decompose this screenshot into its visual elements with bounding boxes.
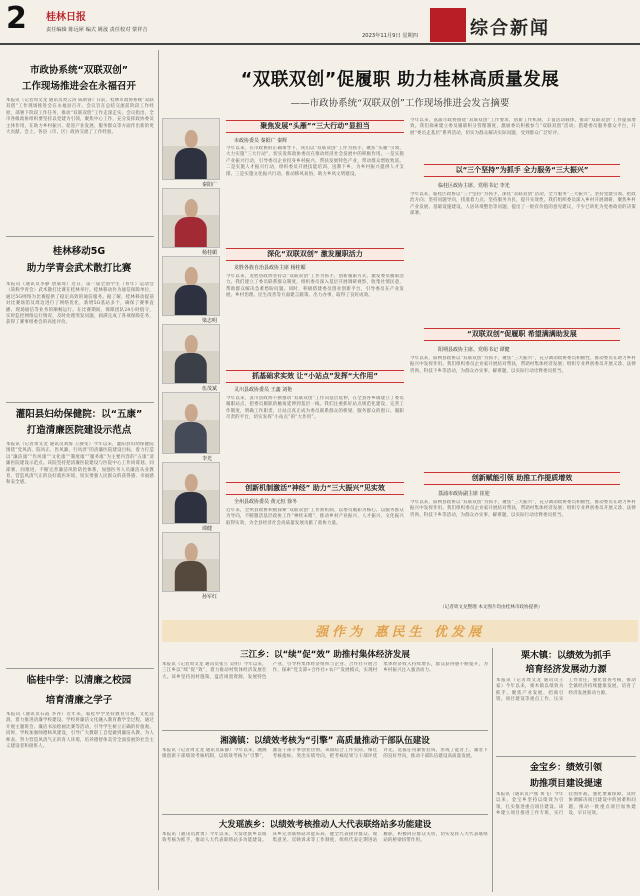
staff-line: 责任编辑 陈远犀 编式 姚晟 责任校对 蒙祥吉 xyxy=(46,27,148,33)
left-divider xyxy=(6,402,154,403)
left-divider xyxy=(6,668,154,669)
speech-4-body: 近年来，全州县政协积极探索“双联双创”工作新机制，以委员履职为核心，以服务群众为导向，不断激活基层政协工作“神经末梢”，推动乡村产业振兴、人才振兴、文化振兴取得实效，为全县经济社会高质量发展贡献了政协力量。 xyxy=(226,508,404,526)
section-box xyxy=(430,8,466,42)
speech-6-title: “双联双创”促履职 希望满满助发展 xyxy=(424,328,620,341)
speech-1-author: 市政协委员 秦阳广 秦辉 xyxy=(234,138,288,144)
bottom-article-3-body: 本报讯（通讯员唐勇）今年以来，大发瑶族乡以绩效考核为抓手，推动人大代表联络站多功能建设。该乡完善联络站功能布局，健全代表接待群众、收集意见、反映诉求等工作制度，组织代表定期进站履职，积极回应群众关切，切实发挥人大代表联络站的桥梁纽带作用。 xyxy=(162,832,488,844)
bottom-article-2-title: 湘漓镇：以绩效考核为“引擎” 高质量推动干部队伍建设 xyxy=(220,736,430,746)
portrait-caption: 梁志明 xyxy=(202,318,218,324)
left-article-2-body: 本报讯（通讯员李静 唐嘉琦）近日，第一届全国学生（青年）运动会（简称学青会）武术散打比赛在桂林举行。桂林移动作为通信保障单位，通过5G网络为比赛提供了稳定高效的通信服务。据了解，桂林移动提前对比赛场馆及周边进行了网络优化，新增5G基站多个，确保了赛事直播、现场通信等业务的顺畅运行。在比赛期间，保障团队24小时值守，实时监控网络运行情况，及时处理突发问题，圆满完成了各项保障任务，获得了赛事组委会的高度评价。 xyxy=(6,282,154,326)
left-article-3-title2: 打造清廉医院建设示范点 xyxy=(26,425,132,436)
left-article-2-title: 桂林移动5G xyxy=(52,246,106,257)
speech-2-title: 深化“双联双创” 激发履职活力 xyxy=(226,248,404,261)
portrait-photo xyxy=(162,256,220,316)
main-headline: “双联双创”促履职 助力桂林高质量发展 xyxy=(240,70,560,90)
bottom-article-5-title2: 助推项目建设提速 xyxy=(529,779,602,789)
bottom-article-5-body: 本报讯（通讯员卢燕 黄飞）今年以来，金宝乡坚持以绩效为引领，扎实推进重点项目建设。该乡建立项目推进工作专班，实行挂图作战，强化要素保障，及时协调解决项目建设中的困难和问题，推动一批重点项目加快建设、早日见效。 xyxy=(496,792,636,817)
speech-6-body: 今年以来，阳朔县政协以“双联双创”为抓手，聚焦“三大振兴”，充分调动政协委员积极性，推动委员在助力乡村振兴中发挥作用。我们组织委员企业家开展结对帮扶，帮助村集体经济发展；组织专业界别委员开展义诊、法律咨询、科技下乡等活动，为群众办实事、解难题，以实际行动诠释委员担当。 xyxy=(410,356,636,374)
speech-7-title: 创新赋能引领 助推工作提质增效 xyxy=(424,472,620,485)
masthead xyxy=(0,0,640,44)
left-article-3-title: 灌阳县妇幼保健院：以“五康” xyxy=(15,409,143,420)
speech-3-author: 灵川县政协委员 王鑫 刘艳 xyxy=(234,387,293,393)
bottom-divider xyxy=(162,814,488,815)
speech-5-title: 以“三个坚持”为抓手 全力服务“三大振兴” xyxy=(424,164,620,177)
left-divider xyxy=(6,236,154,237)
portrait-photo xyxy=(162,532,220,592)
left-column-rule xyxy=(158,50,159,890)
bottom-article-3-title: 大发瑶族乡：以绩效考核推动人大代表联络站多功能建设 xyxy=(218,820,432,830)
speech-5-author: 临桂区政协主席、党组书记 李光 xyxy=(438,183,510,189)
left-article-4-body: 本报讯（通讯员石霞 李谷）近年来，临桂中学坚持教育引领、文化浸润，着力推进清廉学校建设。学校将廉洁文化融入教育教学全过程，通过开展主题班会、廉洁书法绘画比赛等活动，引导学生树立正确的价值观。同时，学校加强师德师风建设，引导广大教职工自觉做到廉洁从教、为人师表，努力营造风清气正的育人环境，培养德智体美劳全面发展的社会主义建设者和接班人。 xyxy=(6,712,154,750)
left-article-1-title: 市政协系统“双联双创” xyxy=(30,65,128,76)
bottom-article-4-title2: 培育经济发展动力源 xyxy=(525,665,607,675)
speech-intro-body: 今年以来，荔浦市政协围绕“双联双创”工作要求，创新工作机制，丰富活动载体，推动“双联双创”工作提质增效。我们探索建立委员履职积分管理制度，激励委员积极参与“双联双创”活动；搭建委员服务群众平台，开展“委员走基层”系列活动，切实为群众解决实际问题，受到群众广泛好评。 xyxy=(410,118,636,136)
bottom-column-rule xyxy=(492,648,493,892)
speech-4-title: 创新机制激活“神经” 助力“三大振兴”见实效 xyxy=(226,482,404,495)
left-article-2-title2: 助力学青会武术散打比赛 xyxy=(26,263,132,274)
speech-6-author: 阳朔县政协主席、党组书记 谭健 xyxy=(438,347,510,353)
paper-logo: 桂林日报 xyxy=(46,12,86,23)
masthead-rule xyxy=(0,43,640,45)
speech-4-author: 全州县政协委员 黄元恒 徐冬 xyxy=(234,499,298,505)
portrait-caption: 秦阳广 xyxy=(202,182,218,188)
editor-note: （记者周文龙整理 本文图片均由桂林市政协提供） xyxy=(440,605,543,610)
left-article-1-body: 本报讯（记者周文龙 通讯员黄云涛 陈斯睿）日前，桂林市政协系统“双联双创”工作现场推进会在永福县召开。会议旨在总结交流前阶段工作经验，部署下阶段工作任务，推动“双联双创”工作走深走实。会议指出，全市各级政协组织要坚持以党建为引领，聚焦中心工作，充分发挥政协委员主体作用，在助力乡村振兴、促进产业发展、服务群众等方面作出新的更大贡献。会上，各县（市、区）政协交流了工作经验。 xyxy=(6,98,154,136)
bottom-article-4-title: 栗木镇：以绩效为抓手 xyxy=(520,651,611,661)
portrait-photo xyxy=(162,118,220,180)
bottom-divider xyxy=(162,730,488,731)
speech-1-title: 聚焦发展“头雁”“三大行动”显担当 xyxy=(226,120,404,133)
left-article-4-title: 临桂中学：以清廉之校园 xyxy=(26,675,132,686)
portrait-photo xyxy=(162,324,220,384)
speech-2-author: 龙胜各族自治县政协主席 杨桂媚 xyxy=(234,265,306,271)
portrait-photo xyxy=(162,462,220,524)
left-article-4-title2: 培育清廉之学子 xyxy=(45,695,113,706)
left-article-3-body: 本报讯（记者黄文龙 通讯员刘海 王静雯）今年以来，灌阳县妇幼保健院围绕“党风清、院风正、医风廉、行风淳”的清廉医院建设目标，着力打造以“廉洁康”“作风康”“文化康”“制度康”“服务康”为主要内容的“五康”清廉医院建设示范点。该院坚持把清廉医院建设与医院中心工作同谋划、同部署、同推进，不断完善廉洁风险防控体系，加强医务人员廉洁从业教育，营造风清气正的良好就医环境，切实增强人民群众的获得感、幸福感和安全感。 xyxy=(6,442,154,486)
speech-5-body: 今年以来，临桂区政协以“三个坚持”为抓手，深化“双联双创”活动，全力服务“三大振兴”。坚持党建引领，把政治方向；坚持问题导向，找准着力点；坚持服务为民，提升实效性。我们组织委员深入乡村开展调研，聚焦乡村产业发展、基础设施建设、人居环境整治等问题，提出了一批有价值的意见建议，不少已转化为党委政府的决策部署。 xyxy=(410,192,636,217)
portrait-caption: 杨桂媚 xyxy=(202,250,218,256)
portrait-photo xyxy=(162,392,220,454)
bottom-article-1-title: 三江乡：以“续”促“效” 助推村集体经济发展 xyxy=(240,650,410,660)
speech-1-body: 今年以来，在市政协的正确领导下，我们以“双联双创”工作为抓手，聚焦“头雁”引领，大力实施“三大行动”，切实发挥政协委员在推动经济社会发展中的积极作用。一是实施产业振兴行动，引导委员企业投身乡村振兴，帮扶发展特色产业，带动群众增收致富。二是实施人才振兴行动，组织委员开展技能培训、送教下乡，为乡村振兴提供人才支撑。三是实施文化振兴行动，推动移风易俗，助力乡风文明建设。 xyxy=(226,146,404,177)
page-number: 2 xyxy=(6,1,27,36)
banner-text: 强作为 惠民生 优发展 xyxy=(314,625,486,640)
portrait-caption: 孙军红 xyxy=(202,594,218,600)
issue-date: 2023年11月9日 星期四 xyxy=(362,33,418,39)
bottom-article-2-body: 本报讯（记者周文龙 通讯员陈静）今年以来，湘漓镇创新干部绩效考核机制，以绩效考核为“引擎”，激发干部干事创业热情。该镇结合工作实际，细化考核指标，突出实绩导向，把考核结果与干部评优评先、选拔任用紧密挂钩，形成了能者上、庸者下的良好导向，推动干部队伍建设高质量发展。 xyxy=(162,748,488,760)
portrait-caption: 伍茂斌 xyxy=(202,386,218,392)
portrait-caption: 李光 xyxy=(202,456,213,462)
bottom-divider xyxy=(496,756,636,757)
speech-7-author: 荔浦市政协副主席 崔迎 xyxy=(438,491,490,497)
speech-3-body: 今年以来，灵川县政协不断推动“双联双创”工作向基层延伸，在全县各乡镇建立了委员履职站点，把委员履职的触角延伸到基层一线。我们注重抓好站点规范化建设，完善工作制度，明确工作职责，让站点真正成为委员联系群众的桥梁、服务群众的窗口、履职尽责的平台，切实发挥“小站点”的“大作用”。 xyxy=(226,396,404,421)
left-article-1-title2: 工作现场推进会在永福召开 xyxy=(21,81,136,92)
portrait-photo xyxy=(162,188,220,248)
main-subheadline: ——市政协系统“双联双创”工作现场推进会发言摘要 xyxy=(290,98,510,109)
speech-2-body: 今年以来，龙胜县政协坚持以“双联双创”工作为抓手，创新履职方式，激发委员履职活力。我们建立了委员联系群众制度，组织委员深入基层开展调研视察，收集社情民意，帮助群众解决急难愁盼问题。同时，积极搭建委员创业创新平台，引导委员在产业发展、乡村治理、民生改善等方面建言献策、出力办事，取得了良好成效。 xyxy=(226,274,404,299)
speech-3-title: 抓基础求实效 让“小站点”发挥“大作用” xyxy=(226,370,404,383)
bottom-article-1-body: 本报讯（记者周文龙 通讯员张立 吴明）今年以来，三江乡以“续”促“效”，着力推动村集体经济发展壮大。该乡坚持因村施策，盘活闲置资源，发展特色产业，引导村集体经济组织与企业、合作社开展合作，探索“党支部+合作社+农户”发展模式，实现村集体经济收入持续增长，群众获得感不断提升，为乡村振兴注入强劲动力。 xyxy=(162,662,488,680)
bottom-article-5-title: 金宝乡：绩效引领 xyxy=(529,763,602,773)
bottom-article-4-body: 本报讯（记者周文龙 通讯员王家）今年以来，栗木镇以绩效为抓手，聚焦产业发展、招商引资、项目建设等重点工作，压实工作责任，强化督查考核，推动全镇经济持续健康发展，培育了经济发展新动力源。 xyxy=(496,678,636,703)
portrait-caption: 谭健 xyxy=(202,526,213,532)
speech-7-body: 今年以来，阳朔县政协以“双联双创”为抓手，聚焦“三大振兴”，充分调动政协委员积极性，推动委员在助力乡村振兴中发挥作用。我们组织委员企业家开展结对帮扶，帮助村集体经济发展；组织专业界别委员开展义诊、法律咨询、科技下乡等活动，为群众办实事、解难题，以实际行动诠释委员担当。 xyxy=(410,500,636,518)
section-title: 综合新闻 xyxy=(470,18,550,39)
